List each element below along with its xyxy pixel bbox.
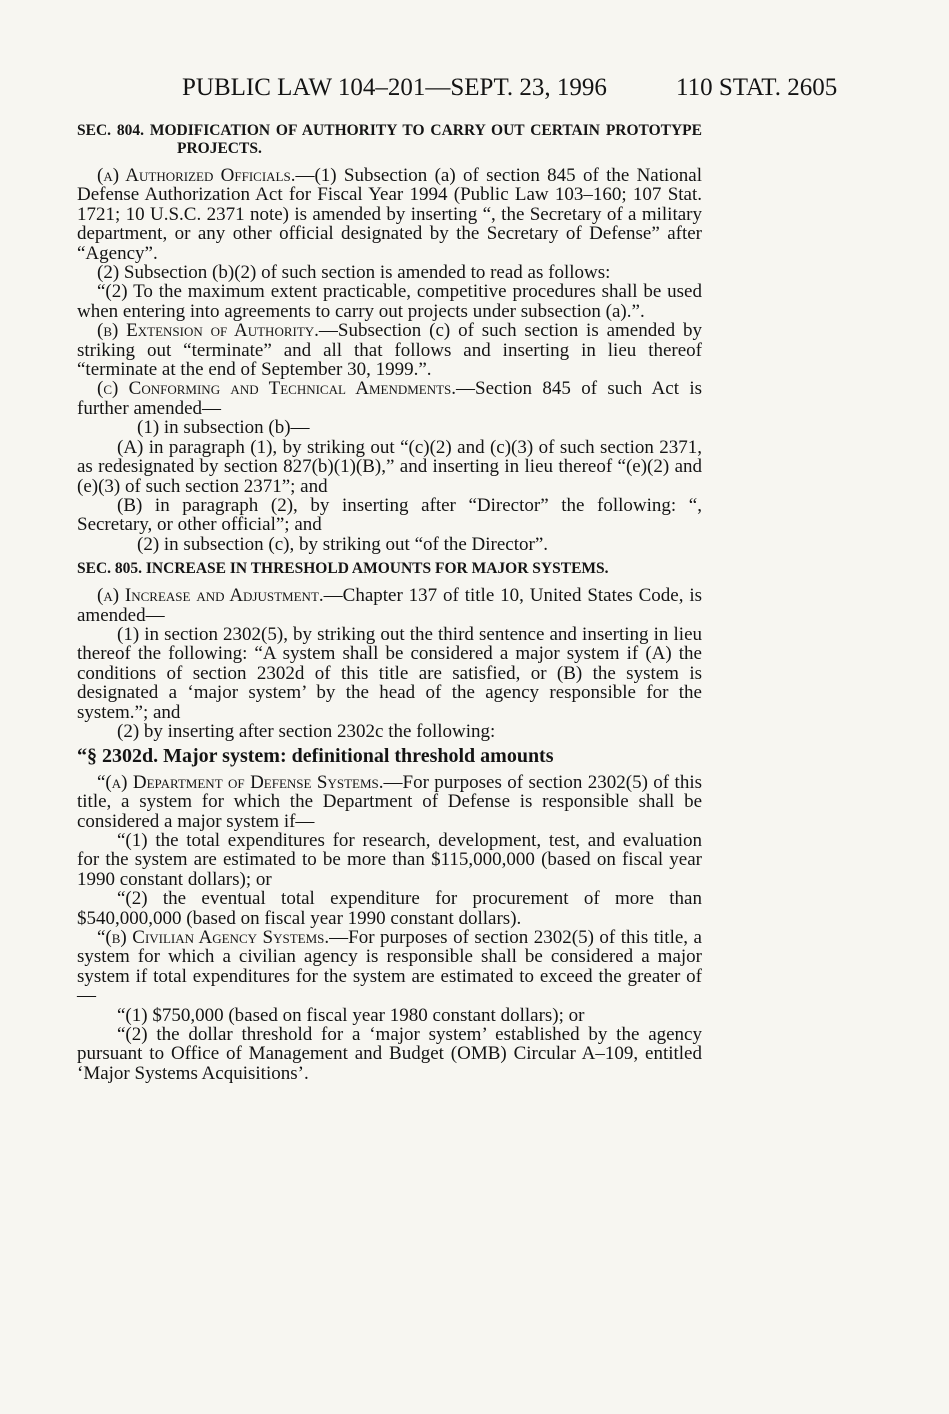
- paragraph-2302d-b2: “(2) the dollar threshold for a ‘major system’ established by the agency pursuant to Office of Management and Budget (OMB) Circular A–109, entitled ‘Major Systems Acquisitions’.: [77, 1024, 702, 1084]
- paragraph-text: —For purposes of section 2302(5) of this title, a system for which the Department of Defense is responsible shall be considered a major system if—: [77, 771, 702, 832]
- subsection-label: (c) Conforming and Technical Amendments.: [97, 378, 457, 400]
- paragraph-804-b: [77, 321, 702, 379]
- running-header: [0, 74, 949, 110]
- subsection-label: (a) Increase and Adjustment.: [97, 585, 324, 607]
- paragraph-804-cA: (A) in paragraph (1), by striking out “(c)(2) and (c)(3) of such section 2371, as redesignated by section 827(b)(1)(B),” and inserting in lieu thereof “(e)(2) and (e)(3) of such section 2371”; and: [77, 436, 702, 497]
- paragraph-2302d-a: [77, 773, 702, 831]
- paragraph-2302d-a2: “(2) the eventual total expenditure for procurement of more than $540,000,000 (based on fiscal year 1990 constant dollars).: [77, 888, 702, 929]
- paragraph-text: —Chapter 137 of title 10, United States Code, is amended—: [77, 585, 702, 626]
- paragraph-2302d-b1: “(1) $750,000 (based on fiscal year 1980 constant dollars); or: [117, 1004, 585, 1026]
- paragraph-text: —(1) Subsection (a) of section 845 of the National Defense Authorization Act for Fiscal Year 1994 (Public Law 103–160; 107 Stat. 1721; 10 U.S.C. 2371 note) is amended by inserting “, the Secretary of a military department, or any other official designated by the Secretary of Defense” after “Agency”.: [77, 165, 702, 264]
- paragraph-805-a1: (1) in section 2302(5), by striking out the third sentence and inserting in lieu thereof the following: “A system shall be considered a major system if (A) the conditions of section 2302d of this title are satisfied, or (B) the system is designated a ‘major system’ by the head of the agency responsible for the system.”; and: [77, 623, 702, 723]
- paragraph-804-a2: (2) Subsection (b)(2) of such section is amended to read as follows:: [97, 262, 611, 284]
- section-804-heading: SEC. 804. MODIFICATION OF AUTHORITY TO CARRY OUT CERTAIN PROTOTYPE PROJECTS.: [77, 122, 702, 157]
- quote-804-a2: “(2) To the maximum extent practicable, competitive procedures shall be used when entering into agreements to carry out projects under subsection (a).”.: [77, 281, 702, 322]
- paragraph-2302d-a1: “(1) the total expenditures for research, development, test, and evaluation for the system are estimated to be more than $115,000,000 (based on fiscal year 1990 constant dollars); or: [77, 830, 702, 890]
- paragraph-2302d-b: [77, 928, 702, 1006]
- subsection-label: “(a) Department of Defense Systems.: [97, 771, 384, 793]
- paragraph-804-cB: (B) in paragraph (2), by inserting after “Director” the following: “, Secretary, or other official”; and: [77, 494, 702, 536]
- paragraph-805-a: [77, 586, 702, 625]
- paragraph-text: —For purposes of section 2302(5) of this title, a system for which a civilian agency is responsible shall be considered a major system if total expenditures for the system are estimated to exceed the greater of—: [77, 927, 702, 1007]
- paragraph-804-a: [77, 166, 702, 263]
- document-body: [77, 122, 702, 1083]
- paragraph-804-c: [77, 379, 702, 418]
- paragraph-804-c2: (2) in subsection (c), by striking out “of the Director”.: [137, 533, 549, 555]
- paragraph-805-a2: (2) by inserting after section 2302c the following:: [117, 720, 496, 742]
- paragraph-text: —Section 845 of such Act is further amended—: [77, 378, 703, 419]
- section-2302d-heading: “§ 2302d. Major system: definitional threshold amounts: [77, 745, 554, 768]
- header-stat-page: 110 STAT. 2605: [676, 74, 838, 101]
- subsection-label: “(b) Civilian Agency Systems.: [97, 927, 330, 949]
- paragraph-text: —Subsection (c) of such section is amended by striking out “terminate” and all that follows and inserting in lieu thereof “terminate at the end of September 30, 1999.”.: [77, 320, 702, 381]
- subsection-label: (b) Extension of Authority.: [97, 320, 319, 342]
- paragraph-804-c1: (1) in subsection (b)—: [137, 417, 310, 439]
- header-title: PUBLIC LAW 104–201—SEPT. 23, 1996: [182, 74, 607, 101]
- subsection-label: (a) Authorized Officials.: [97, 165, 296, 186]
- section-805-heading: SEC. 805. INCREASE IN THRESHOLD AMOUNTS FOR MAJOR SYSTEMS.: [77, 560, 609, 578]
